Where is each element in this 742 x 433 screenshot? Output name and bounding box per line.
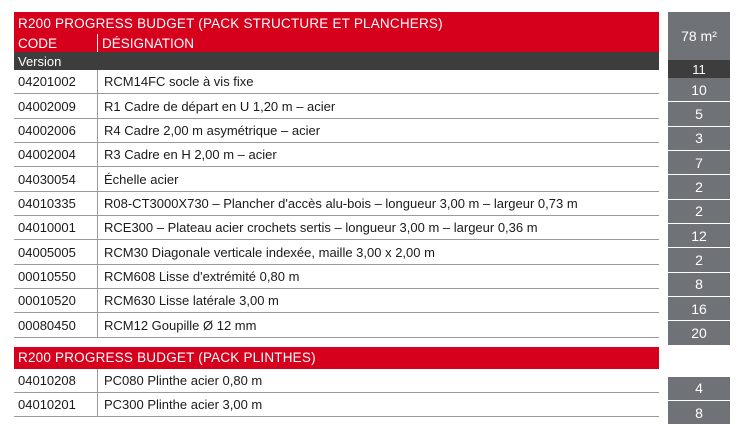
table-row (14, 369, 659, 393)
table-row (14, 393, 659, 417)
table-row (14, 216, 659, 240)
table-row (14, 265, 659, 289)
item-code: 04201002 (14, 70, 98, 93)
table-row (14, 119, 659, 143)
item-list (14, 70, 659, 338)
table-row (14, 94, 659, 118)
column-header-row (14, 34, 659, 52)
item-designation: PC300 Plinthe acier 3,00 m (104, 397, 263, 413)
item-code: 04005005 (14, 240, 98, 263)
item-quantity: 2 (668, 248, 730, 271)
item-quantity: 2 (668, 200, 730, 223)
item-code: 00080450 (14, 313, 98, 336)
version-row: Version (14, 52, 659, 70)
item-code: 00010520 (14, 289, 98, 312)
section-title: R200 PROGRESS BUDGET (PACK PLINTHES) (14, 347, 659, 369)
quantity-column (668, 12, 730, 425)
item-code: 00010550 (14, 265, 98, 288)
item-designation: RCM12 Goupille Ø 12 mm (104, 317, 257, 333)
item-designation: RCM30 Diagonale verticale indexée, maille 3,00 x 2,00 m (104, 244, 435, 260)
quantity-list (668, 78, 730, 345)
item-code: 04002006 (14, 119, 98, 142)
item-quantity: 4 (668, 377, 730, 400)
table-row (14, 289, 659, 313)
item-designation: Échelle acier (104, 171, 179, 187)
table-row (14, 70, 659, 94)
item-code: 04010001 (14, 216, 98, 239)
parts-table (14, 12, 659, 417)
item-code: 04010335 (14, 192, 98, 215)
item-quantity: 8 (668, 401, 730, 424)
item-designation: R3 Cadre en H 2,00 m – acier (104, 147, 277, 163)
quantity-list (668, 377, 730, 425)
item-quantity: 2 (668, 175, 730, 198)
item-quantity: 10 (668, 78, 730, 101)
item-code: 04002009 (14, 94, 98, 117)
item-designation: RCM630 Lisse latérale 3,00 m (104, 293, 279, 309)
item-designation: RCM608 Lisse d'extrémité 0,80 m (104, 268, 300, 284)
quantity-header: 78 m² (668, 12, 730, 60)
item-designation: RCE300 – Plateau acier crochets sertis – longueur 3,00 m – largeur 0,36 m (104, 220, 538, 236)
item-code: 04010208 (14, 369, 98, 392)
table-row (14, 192, 659, 216)
table-row (14, 167, 659, 191)
item-quantity: 12 (668, 224, 730, 247)
item-list (14, 369, 659, 418)
item-quantity: 8 (668, 273, 730, 296)
section-title: R200 PROGRESS BUDGET (PACK STRUCTURE ET PLANCHERS) (14, 12, 659, 34)
item-designation: R08-CT3000X730 – Plancher d'accès alu-bois – longueur 3,00 m – largeur 0,73 m (104, 195, 578, 211)
item-quantity: 5 (668, 102, 730, 125)
table-row (14, 240, 659, 264)
item-designation: R1 Cadre de départ en U 1,20 m – acier (104, 98, 336, 114)
item-code: 04010201 (14, 393, 98, 416)
item-designation: RCM14FC socle à vis fixe (104, 74, 254, 90)
item-quantity: 3 (668, 127, 730, 150)
table-row (14, 143, 659, 167)
item-designation: R4 Cadre 2,00 m asymétrique – acier (104, 122, 321, 138)
column-header-code: CODE (14, 34, 98, 52)
item-quantity: 16 (668, 297, 730, 320)
column-header-designation: DÉSIGNATION (102, 35, 195, 51)
item-designation: PC080 Plinthe acier 0,80 m (104, 372, 263, 388)
version-value: 11 (668, 60, 730, 78)
item-code: 04002004 (14, 143, 98, 166)
item-quantity: 20 (668, 321, 730, 344)
item-code: 04030054 (14, 167, 98, 190)
item-quantity: 7 (668, 151, 730, 174)
table-row (14, 313, 659, 337)
